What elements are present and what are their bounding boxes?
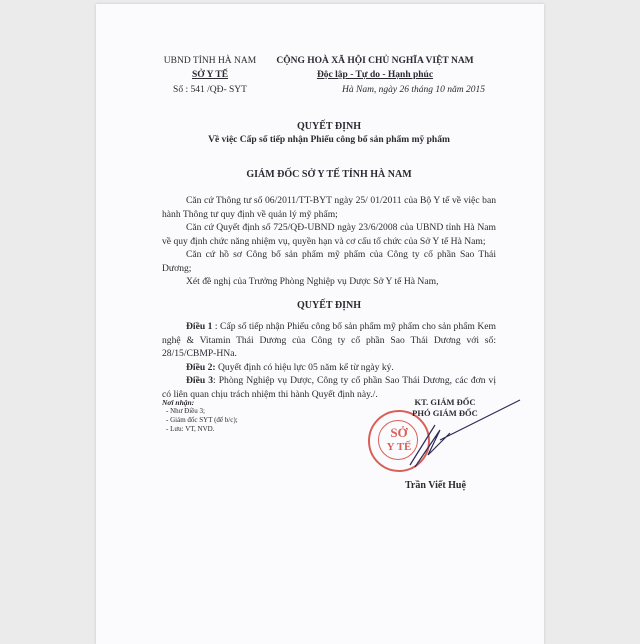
recipients xyxy=(162,398,238,434)
national-motto: Độc lập - Tự do - Hạnh phúc xyxy=(316,70,434,80)
handwritten-signature xyxy=(380,395,530,475)
signer-name: Trần Viết Huệ xyxy=(405,480,466,491)
recipient-item: - Như Điều 3; xyxy=(166,407,205,415)
signature-title-2: PHÓ GIÁM ĐỐC xyxy=(412,408,478,418)
issuing-authority: GIÁM ĐỐC SỞ Y TẾ TỈNH HÀ NAM xyxy=(246,169,412,180)
signature-title-1: KT. GIÁM ĐỐC xyxy=(414,397,476,407)
preamble-item: Căn cứ hồ sơ Công bố sản phẩm mỹ phẩm của Công ty cổ phần Sao Thái Dương; xyxy=(162,249,496,274)
article-1 xyxy=(162,320,496,361)
article-label: Điều 2: xyxy=(186,361,216,373)
preamble-item: Căn cứ Thông tư số 06/2011/TT-BYT ngày 25/ 01/2011 của Bộ Y tế về việc ban hành Thông tư quy định về quản lý mỹ phẩm; xyxy=(162,195,496,220)
recipient-item: - Lưu: VT, NVD. xyxy=(166,425,215,433)
national-title: CỘNG HOÀ XÃ HỘI CHỦ NGHĨA VIỆT NAM xyxy=(276,56,474,66)
preamble xyxy=(162,194,496,289)
preamble-item: Xét đề nghị của Trưởng Phòng Nghiệp vụ Dược Sở Y tế Hà Nam, xyxy=(186,276,439,287)
articles xyxy=(162,320,496,401)
article-label: Điều 3 xyxy=(186,375,214,386)
document-title: QUYẾT ĐỊNH xyxy=(297,121,361,132)
recipient-item: - Giám đốc SYT (để b/c); xyxy=(166,416,238,424)
article-text: : Cấp số tiếp nhận Phiếu công bố sản phẩm mỹ phẩm cho sản phẩm Kem nghệ & Vitamin Thái Dương của Công ty cổ phần Sao Thái Dương với số: 28/15/CBMP-HNa. xyxy=(162,321,496,359)
department-name: SỞ Y TẾ xyxy=(191,70,229,80)
preamble-item: Căn cứ Quyết định số 725/QĐ-UBND ngày 23/6/2008 của UBND tỉnh Hà Nam về quy định chức năng nhiệm vụ, quyền hạn và cơ cấu tổ chức của Sở Y tế Hà Nam; xyxy=(162,222,496,247)
article-text: : Phòng Nghiệp vụ Dược, Công ty cổ phần Sao Thái Dương, các đơn vị có liên quan chịu trách nhiệm thi hành Quyết định này./. xyxy=(162,375,497,400)
document-number: Số : 541 /QĐ- SYT xyxy=(173,85,247,95)
agency-name: UBND TỈNH HÀ NAM xyxy=(163,56,257,66)
document-date: Hà Nam, ngày 26 tháng 10 năm 2015 xyxy=(342,85,486,95)
article-label: Điều 1 xyxy=(186,321,213,332)
official-stamp: SỞ Y TẾ xyxy=(368,410,430,472)
article-text: Quyết định có hiệu lực 05 năm kể từ ngày ký. xyxy=(215,361,394,373)
decision-heading: QUYẾT ĐỊNH xyxy=(297,300,361,311)
recipients-heading: Nơi nhận: xyxy=(162,398,195,407)
article-2 xyxy=(162,361,496,375)
document-subtitle: Về việc Cấp số tiếp nhận Phiếu công bố sản phẩm mỹ phẩm xyxy=(208,135,450,145)
